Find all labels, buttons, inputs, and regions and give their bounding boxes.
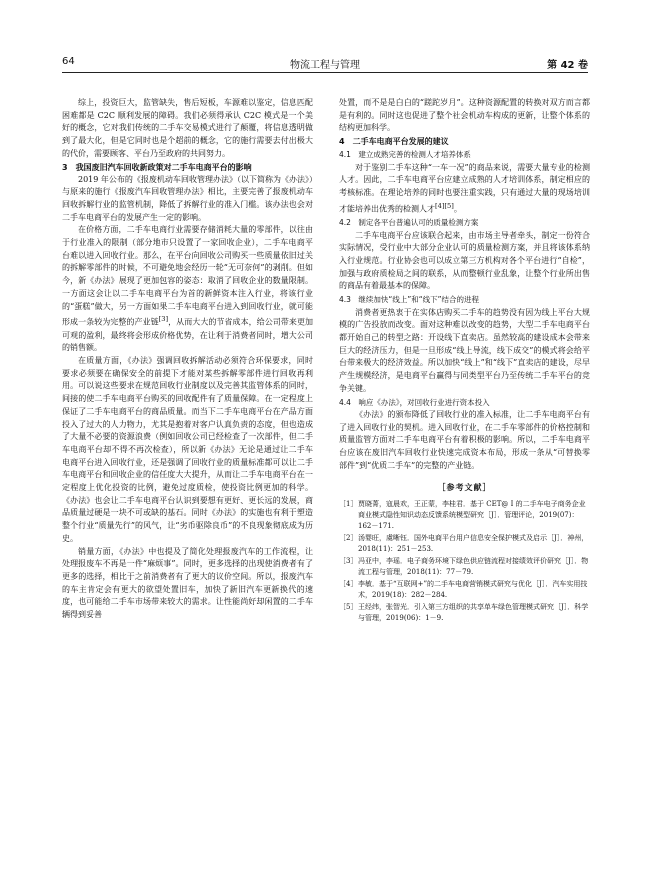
reference-text: 王经纬，张智光．引入第三方组织的共享单车绿色管理模式研究［J］．科学与管理，2019(06)：1－9. (358, 603, 589, 623)
reference-text: 汤婴旺，虞晰钰．国外电商平台用户信息安全保护模式及启示［J］．神州，2018(11)：251－253. (358, 534, 589, 554)
reference-number: ［5］ (339, 603, 358, 612)
section-heading-3: 3 我国废旧汽车回收新政策对二手车电商平台的影响 (62, 162, 252, 172)
references-heading: ［参考文献］ (437, 482, 492, 492)
subsection-heading-4-4: 4.4 响应《办法》，对回收行业进行资本投入 (339, 397, 490, 407)
running-header (62, 52, 588, 73)
left-column (62, 97, 313, 857)
reference-number: ［3］ (339, 557, 358, 566)
journal-name: 物流工程与管理 (290, 60, 360, 71)
paragraph: 消费者更热衷于在实体店购买二手车的趋势没有因为线上平台大规模的广告投放而改变。面对这种难以改变的趋势，大型二手车电商平台都开始自己的转型之路：开设线下直卖店。虽然较高的建设成本会带来巨大的经济压力，但是一旦形成“线上导流，线下成交”的模式将会给平台带来极大的经济效益。所以加快“线上”和“线下”直卖店的建设，尽早产生规模经济，是电商平台赢得与同类型平台乃至传统二手车平台的竞争关键。 (339, 307, 590, 393)
reference-item (339, 579, 590, 601)
paragraph (62, 224, 313, 355)
subsection-heading-4-1: 4.1 建立成熟完善的检测人才培养体系 (339, 150, 471, 160)
subsection-heading-4-2: 4.2 制定各平台普遍认可的质量检测方案 (339, 218, 479, 228)
reference-item (339, 499, 590, 532)
reference-number: ［1］ (339, 500, 358, 509)
paragraph: 销量方面，《办法》中也提及了简化处理报废汽车的工作流程，让处理报废车不再是一件“麻烦事”。同时，更多选择的出现使消费者有了更多的选择，相比于之前消费者有了更大的议价空间。所以，报废汽车的车主肯定会有更大的欲望处置旧车，加快了新旧汽车更新换代的速度，也可能给二手车市场带来较大的需求。让性能尚好却闲置的二手车辆得到妥善 (62, 546, 313, 620)
volume-number: 第 42 卷 (547, 60, 588, 71)
paragraph (339, 162, 590, 216)
citation-mark: [3] (158, 315, 169, 324)
reference-item (339, 556, 590, 578)
paragraph: 在质量方面，《办法》强调回收拆解活动必须符合环保要求，同时要求必须要在确保安全的前提下才能对某些拆解零部件进行回收再利用。可以说这些要求在规范回收行业制度以及完善其监管体系的同时，间接的使二手车电商平台购买的回收配件有了质量保障。在一定程度上保证了二手车电商平台的商品质量。而当下二手车电商平台在产品方面投入了过大的人力物力，尤其是抱着对客户认真负责的态度，但也造成了大量不必要的资源浪费（例如回收公司已经检查了一次部件，但二手车电商平台却不得不再次检查），所以新《办法》无论是通过让二手车电商平台进入回收行业，还是强调了回收行业的质量标准都可以让二手车电商平台和回收企业的信任度大大提升，从而让二手车电商平台在一定程度上优化投资的比例，避免过度质检，使投资比例更加的科学。《办法》也会让二手车电商平台认识到要想有更好、更长远的发展，商品质量过硬是一块不可或缺的基石。同时《办法》的实施也有利于塑造整个行业“质量先行”的风气，让“劣币驱除良币”的不良现象彻底成为历史。 (62, 356, 313, 543)
reference-text: 贾晓菁，寇晨欢，王正蒙，李桂君．基于 CET@ I 的二手车电子商务企业商业模式隐性知识动态反馈系统模型研究［J］．管理评论，2019(07)：162－171. (358, 500, 586, 531)
reference-item (339, 533, 590, 555)
paragraph-text: 。 (453, 204, 462, 214)
paragraph: 2019 年公布的《报废机动车回收管理办法》（以下简称为《办法》）与原来的施行《报废汽车回收管理办法》相比，主要完善了报废机动车回收拆解行业的监管机制，降低了拆解行业的准入门槛。该办法也会对二手车电商平台的发展产生一定的影响。 (62, 174, 313, 222)
subsection-heading-4-3: 4.3 继续加快“线上”和“线下”结合的进程 (339, 295, 479, 305)
reference-text: 李敏．基于“互联网+”的二手车电商营销模式研究与优化［J］．汽车实用技术，2019(18)：282－284. (358, 580, 588, 600)
reference-item (339, 602, 590, 624)
right-column (339, 97, 590, 857)
paragraph: 处置，而不是是白白的“蹉跎岁月”。这种资源配置的转换对双方而言都是有利的。同时这也促进了整个社会机动车构成的更新，让整个体系的结构更加科学。 (339, 98, 590, 133)
paragraph-text: 对于鉴别二手车这种“一车一况”的商品来说，需要大量专业的检测人才。因此，二手车电商平台应建立成熟的人才培训体系，制定相应的考核标准。在理论培养的同时也要注重实践，只有通过大量的现场培训才能培养出优秀的检测人才 (339, 162, 590, 214)
paragraph-text: 在价格方面，二手车电商行业需要存储消耗大量的零部件，以往由于行业准入的限制（部分地市只设置了一家回收企业），二手车电商平台难以进入回收行业。那么，在平台向回收公司购买一些质量依旧过关的拆解零部件的时候，不可避免地会经历一轮“无可奈何”的剥削。但如今，新《办法》展现了更加包容的姿态：取消了回收企业的数量限制。一方面这会让以二手车电商平台为首的新鲜资本注入行业，将该行业的“蛋糕”做大，另一方面如果二手车电商平台进入到回收行业，就可能形成一条较为完整的产业链 (62, 225, 313, 327)
paragraph: 综上，投资巨大，监管缺失，售后短板，车源难以鉴定，信息匹配困难都是 C2C 顺利发展的障碍。我们必须得承认 C2C 模式是一个美好的概念，它对我们传统的二手车交易模式进行了颠覆，将信息透明做到了最大化，但是它同时也是个超前的概念，它的施行需要去付出极大的代价，需要顾客、平台乃至政府的共同努力。 (62, 98, 313, 158)
reference-number: ［2］ (339, 534, 358, 543)
reference-text: 冯亚中，李瑶．电子商务环境下绿色供应链流程对接绩效评价研究［J］．物流工程与管理，2018(11)：77－79. (358, 557, 589, 577)
paragraph: 二手车电商平台应该联合起来，由市场主导者牵头，制定一份符合实际情况，受行业中大部分企业认可的质量检测方案，并且将该体系纳入行业规范。行业协会也可以成立第三方机构对各个平台进行“自检”，加强与政府质检局之间的联系，从而整顿行业乱象，让整个行业所出售的商品有着最基本的保障。 (339, 230, 590, 291)
paragraph-text: ，从而大大的节省成本，给公司带来更加可观的盈利，最终将会形成价格优势，在让利于消费者同时，增大公司的销售额。 (62, 317, 313, 353)
paragraph: 《办法》的颁布降低了回收行业的准入标准，让二手车电商平台有了进入回收行业的契机。进入回收行业，在二手车零部件的价格控制和质量监管方面对二手车电商平台有着积极的影响。所以，二手车电商平台应该在废旧汽车回收行业快速完成资本布局，形成一条从“可替换零部件”到“优质二手车”的完整的产业链。 (339, 410, 590, 470)
page-number: 64 (62, 56, 75, 67)
reference-number: ［4］ (339, 580, 358, 589)
section-heading-4: 4 二手车电商平台发展的建议 (339, 137, 449, 147)
citation-mark: [4][5] (435, 201, 454, 210)
